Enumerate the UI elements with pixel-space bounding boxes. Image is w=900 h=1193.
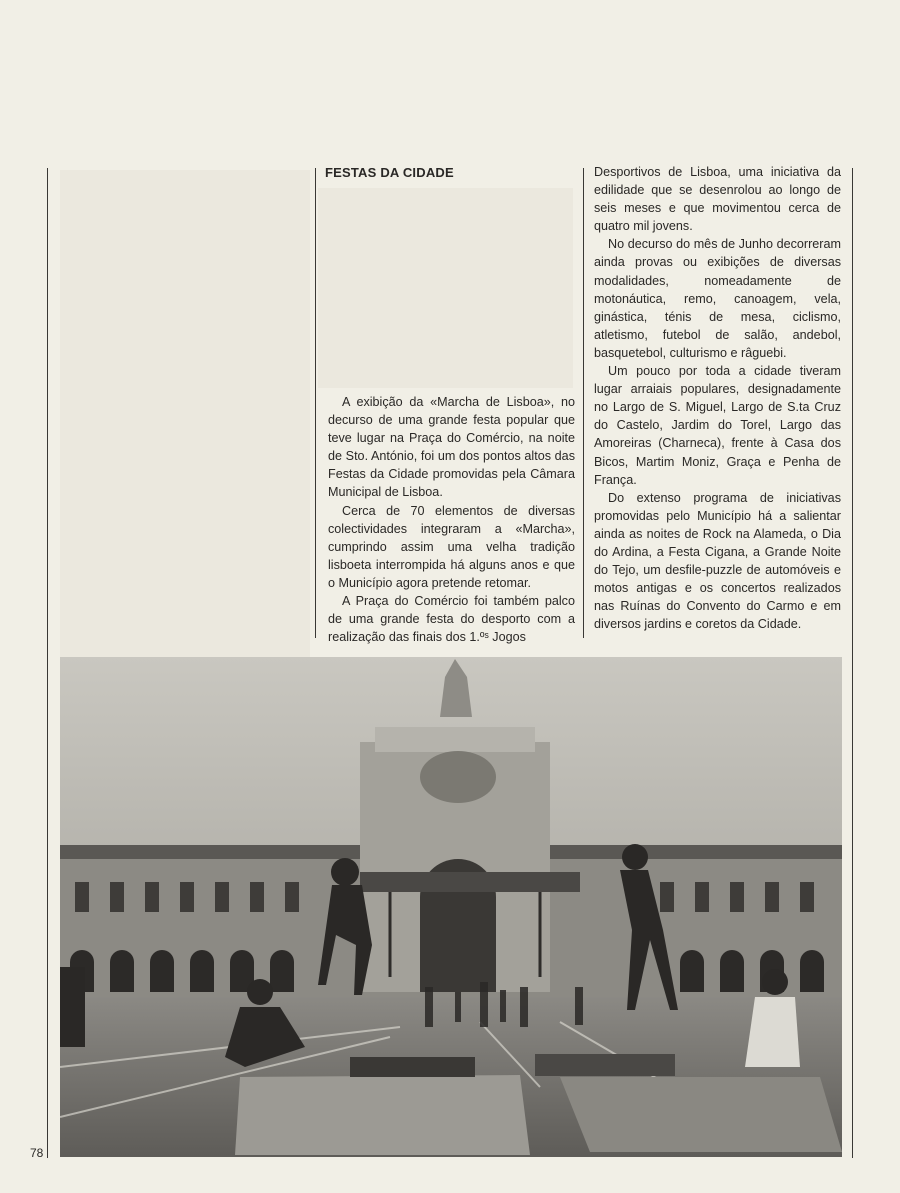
- paragraph: Desportivos de Lisboa, uma iniciativa da edilidade que se desenrolou ao longo de seis meses e que movimentou cerca de quatro mil jovens.: [594, 165, 841, 234]
- faded-photo-middle: [318, 188, 573, 388]
- paragraph: No decurso do mês de Junho decorreram ainda provas ou exibições de diversas modalidades, nomeadamente de motonáutica, remo, canoagem, vela, ginástica, ténis de mesa, ciclismo, atletismo, futebol de salão, andebol, basquetebol, culturismo e râguebi.: [594, 237, 841, 360]
- faded-photo-left: [60, 170, 310, 657]
- photo-illustration: [60, 657, 842, 1157]
- middle-column-text: [328, 393, 575, 646]
- praca-do-comercio-photo: [60, 657, 842, 1157]
- right-column-text: [594, 163, 841, 633]
- middle-column-rule: [315, 168, 316, 638]
- paragraph: A Praça do Comércio foi também palco de uma grande festa do desporto com a realização das finais dos 1.ºˢ Jogos: [328, 594, 575, 645]
- page-number: 78: [30, 1146, 44, 1160]
- right-column-rule: [583, 168, 584, 638]
- paragraph: Cerca de 70 elementos de diversas colectividades integraram a «Marcha», cumprindo assim uma velha tradição lisboeta interrompida há alguns anos e que o Município agora pretende retomar.: [328, 503, 575, 590]
- paragraph: A exibição da «Marcha de Lisboa», no decurso de uma grande festa popular que teve lugar na Praça do Comércio, na noite de Sto. António, foi um dos pontos altos das Festas da Cidade promovidas pela Câmara Municipal de Lisboa.: [328, 395, 575, 500]
- paragraph: Um pouco por toda a cidade tiveram lugar arraiais populares, designadamente no Largo de S. Miguel, Largo de S.ta Cruz do Castelo, Jardim do Torel, Largo das Amoreiras (Charneca), frente à Casa dos Bicos, Martim Moniz, Graça e Penha de França.: [594, 364, 841, 487]
- right-edge-rule: [852, 168, 853, 1158]
- section-title: FESTAS DA CIDADE: [325, 165, 454, 180]
- paragraph: Do extenso programa de iniciativas promovidas pelo Município há a salientar ainda as noites de Rock na Alameda, o Dia do Ardina, a Festa Cigana, a Grande Noite do Tejo, um desfile-puzzle de automóveis e motos antigas e os concertos realizados nas Ruínas do Convento do Carmo e em diversos jardins e coretos da Cidade.: [594, 490, 841, 632]
- left-column-rule: [47, 168, 48, 1158]
